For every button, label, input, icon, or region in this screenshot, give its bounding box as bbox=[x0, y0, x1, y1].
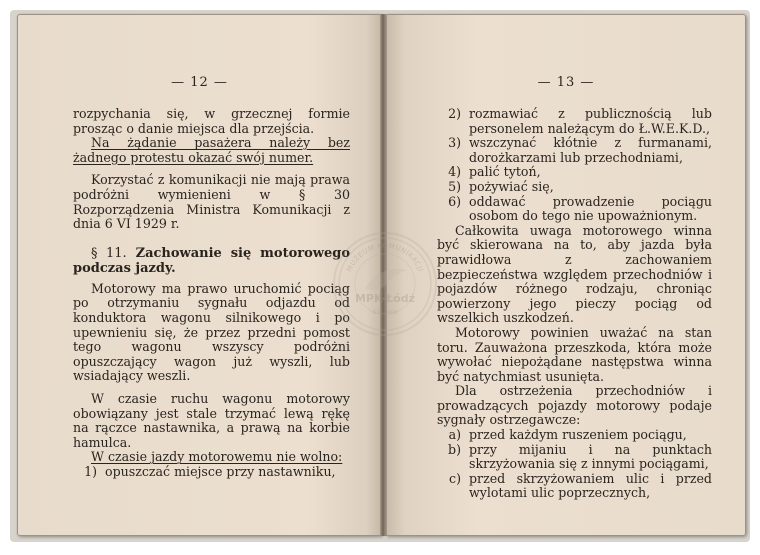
right-list bbox=[437, 107, 712, 224]
list-item-number: 4) bbox=[448, 164, 461, 180]
list-item-text: rozmawiać z publicznością lub personelem należącym do Ł.W.E.K.D., bbox=[469, 106, 712, 136]
page-number-right: — 13 — bbox=[537, 75, 595, 90]
wheel-wings-icon bbox=[335, 234, 435, 334]
signal-list bbox=[437, 428, 712, 501]
list-item-number: 6) bbox=[448, 193, 461, 209]
list-item-number: 5) bbox=[448, 178, 461, 194]
left-paragraph-3: Korzystać z komunikacji nie mają prawa podróżni wymienieni w § 30 Rozporządzenia Ministra Komunikacji z dnia 6 VI 1929 r. bbox=[73, 172, 350, 232]
list-item-text: palić tytoń, bbox=[469, 164, 541, 180]
left-paragraph-2 bbox=[73, 136, 350, 165]
right-paragraph-1: Całkowita uwaga motorowego winna być skierowana na to, aby jazda była prawidłowa z zachowaniem bezpieczeństwa względem przechodniów i pojazdów różnego rodzaju, chroniąc powierzony jego pieczy pociąg od wszelkich uszkodzeń. bbox=[437, 222, 712, 326]
list-item bbox=[437, 428, 712, 443]
section-number: § 11. bbox=[91, 245, 127, 261]
list-item bbox=[437, 165, 712, 180]
section-heading bbox=[73, 246, 350, 276]
list-item-number: a) bbox=[448, 427, 461, 443]
page-number-left: — 12 — bbox=[171, 75, 228, 90]
list-item bbox=[73, 465, 350, 480]
list-item bbox=[437, 472, 712, 501]
left-page bbox=[17, 14, 382, 536]
list-item-number: b) bbox=[448, 441, 461, 457]
list-item bbox=[437, 195, 712, 224]
watermark-text-center: MPK-Łódź bbox=[354, 292, 416, 305]
list-item-text: przed każdym ruszeniem pociągu, bbox=[469, 427, 687, 443]
section-title: Zachowanie się motorowego podczas jazdy. bbox=[73, 245, 350, 276]
list-item-number: c) bbox=[449, 470, 461, 486]
list-item-text: przy mijaniu i na punktach skrzyżowania się z innymi pociągami, bbox=[469, 441, 712, 472]
list-item bbox=[437, 180, 712, 195]
list-item-text: pożywiać się, bbox=[469, 178, 554, 194]
left-paragraph-2-underlined: Na żądanie pasażera należy bez żadnego protestu okazać swój numer. bbox=[73, 135, 350, 165]
right-paragraph-2: Motorowy powinien uważać na stan toru. Zauważona przeszkoda, która może wywołać niepożądane następstwa winna być natychmiast usunięta. bbox=[437, 324, 712, 384]
list-item bbox=[437, 443, 712, 472]
list-item-number: 2) bbox=[448, 106, 461, 121]
watermark-text-bottom: A.D. 2008 bbox=[372, 310, 398, 316]
left-page-text bbox=[73, 107, 350, 479]
watermark-stamp bbox=[333, 232, 437, 336]
list-item bbox=[437, 107, 712, 136]
list-item-text: przed skrzyżowaniem ulic i przed wylotami ulic poprzecznych, bbox=[469, 470, 712, 501]
left-list bbox=[73, 465, 350, 480]
left-paragraph-6-underlined: W czasie jazdy motorowemu nie wolno: bbox=[91, 449, 343, 465]
right-page bbox=[386, 14, 746, 536]
list-item bbox=[437, 136, 712, 165]
left-paragraph-6 bbox=[73, 450, 350, 465]
left-paragraph-1: rozpychania się, w grzecznej formie prosząc o danie miejsca dla przejścia. bbox=[73, 106, 350, 136]
list-item-text: wszczynać kłótnie z furmanami, dorożkarzami lub przechodniami, bbox=[469, 135, 712, 165]
list-item-text: opuszczać miejsce przy nastawniku, bbox=[105, 463, 336, 479]
list-item-number: 3) bbox=[448, 135, 461, 151]
list-item-text: oddawać prowadzenie pociągu osobom do tego nie upoważnionym. bbox=[469, 193, 712, 224]
right-page-text bbox=[437, 107, 712, 501]
left-paragraph-4: Motorowy ma prawo uruchomić pociąg po otrzymaniu sygnału odjazdu od konduktora wagonu silnikowego i po upewnieniu się, że przez przedni pomost tego wagonu wszyscy podróżni opuszczający wagon już wyszli, lub wsiadający weszli. bbox=[73, 280, 350, 384]
left-paragraph-5: W czasie ruchu wagonu motorowy obowiązany jest stale trzymać lewą rękę na rączce nastawnika, a prawą na korbie hamulca. bbox=[73, 390, 350, 450]
watermark-text-top: MUZEUM KOMUNIKACJI bbox=[345, 241, 425, 274]
right-paragraph-3: Dla ostrzeżenia przechodniów i prowadzących pojazdy motorowy podaje sygnały ostrzegawcze: bbox=[437, 383, 712, 428]
list-item-number: 1) bbox=[84, 463, 97, 479]
